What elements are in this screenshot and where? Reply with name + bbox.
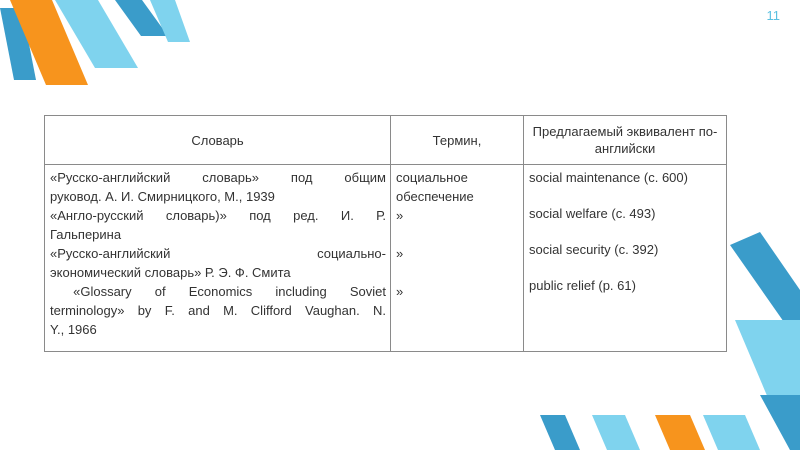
source-line: «Русско-английский социально-	[50, 246, 386, 261]
stripe-shape	[592, 415, 640, 450]
equivalent-line: social security (с. 392)	[529, 242, 659, 257]
term-line	[396, 225, 519, 244]
term-line: »	[396, 208, 404, 223]
header-dictionary: Словарь	[45, 116, 391, 165]
term-line: социальное	[396, 170, 468, 185]
source-line: «Русско-английский словарь» под общим	[50, 170, 386, 185]
slide-number: 11	[766, 8, 780, 23]
equivalent-line: social maintenance (с. 600)	[529, 170, 688, 185]
source-line: экономический словарь» Р. Э. Ф. Смита	[50, 265, 291, 280]
table-row	[45, 165, 727, 352]
sources-cell	[45, 165, 391, 352]
source-line: terminology» by F. and M. Clifford Vaughan. N.	[50, 303, 386, 318]
source-line: «Glossary of Economics including Soviet	[50, 284, 386, 299]
dictionary-table	[44, 115, 727, 352]
stripe-shape	[540, 415, 580, 450]
term-line: обеспечение	[396, 189, 474, 204]
equivalent-line: public relief (p. 61)	[529, 278, 636, 293]
stripe-shape	[760, 395, 800, 450]
table-header-row	[45, 116, 727, 165]
stripe-shape	[655, 415, 705, 450]
source-line: Гальперина	[50, 227, 122, 242]
term-line	[396, 263, 519, 282]
stripe-shape	[703, 415, 760, 450]
equivalents-cell	[524, 165, 727, 352]
source-line: «Англо-русский словарь)» под ред. И. Р.	[50, 208, 386, 223]
source-line: руковод. А. И. Смирницкого, М., 1939	[50, 189, 275, 204]
header-english-equivalent: Предлагаемый эквивалент по-английски	[524, 116, 727, 165]
terms-cell	[391, 165, 524, 352]
equivalent-line: social welfare (с. 493)	[529, 206, 656, 221]
source-line: Y., 1966	[50, 322, 97, 337]
term-line: »	[396, 284, 404, 299]
term-line: »	[396, 246, 404, 261]
header-term: Термин,	[391, 116, 524, 165]
